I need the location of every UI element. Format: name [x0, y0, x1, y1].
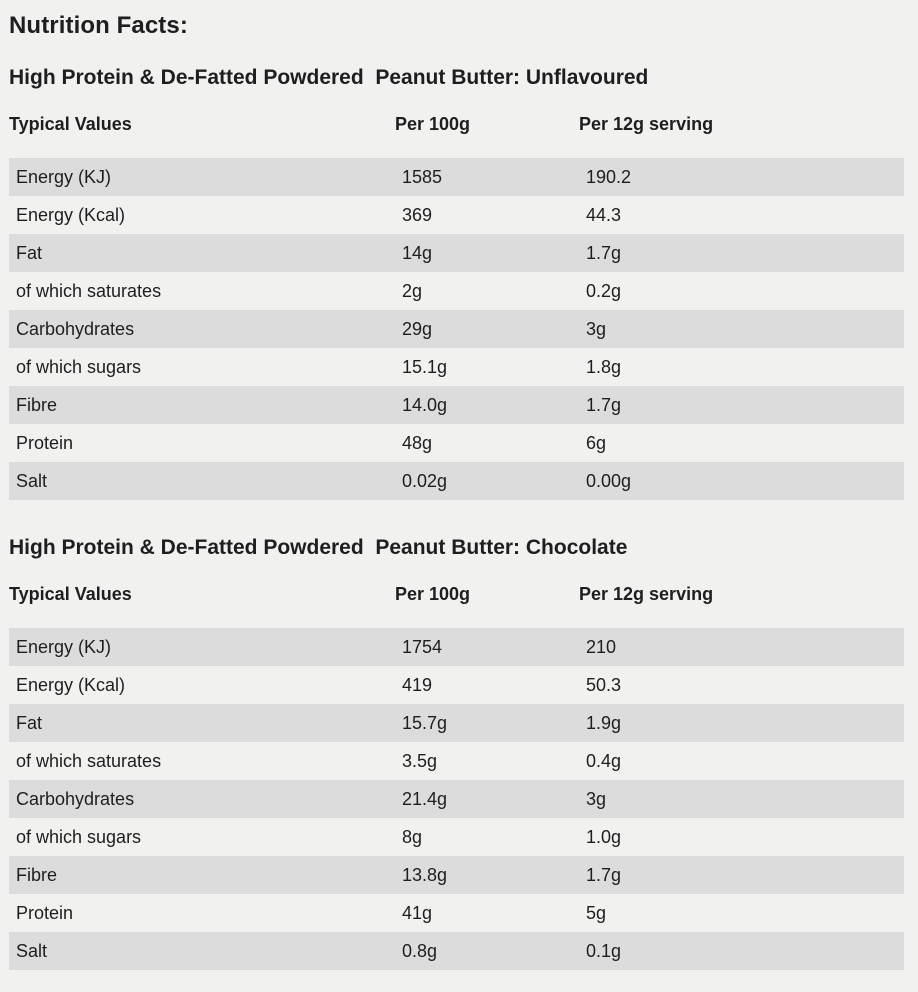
row-label: Energy (KJ) [16, 637, 112, 657]
row-per-serving: 1.0g [586, 827, 622, 847]
section-title: High Protein & De-Fatted Powdered Peanut Butter: Chocolate [9, 536, 628, 559]
table-row [9, 780, 904, 818]
row-label: Fat [16, 243, 43, 263]
row-label: Energy (Kcal) [16, 205, 126, 225]
row-label: Carbohydrates [16, 319, 135, 339]
row-label: Carbohydrates [16, 789, 135, 809]
row-per-serving: 1.7g [586, 395, 622, 415]
table-row [9, 196, 904, 234]
row-per-100g: 41g [402, 903, 433, 923]
row-per-serving: 1.8g [586, 357, 622, 377]
table-row [9, 894, 904, 932]
row-label: Salt [16, 941, 48, 961]
table-row [9, 704, 904, 742]
table-row [9, 310, 904, 348]
row-per-serving: 1.9g [586, 713, 622, 733]
row-per-100g: 29g [402, 319, 433, 339]
table-row [9, 818, 904, 856]
table-row [9, 742, 904, 780]
row-per-serving: 50.3 [586, 675, 622, 695]
row-label: Energy (Kcal) [16, 675, 126, 695]
header-typical-values: Typical Values [9, 114, 132, 134]
row-per-100g: 14g [402, 243, 433, 263]
row-per-serving: 190.2 [586, 167, 632, 187]
row-per-100g: 48g [402, 433, 433, 453]
row-per-serving: 3g [586, 319, 607, 339]
nutrition-table [9, 158, 904, 500]
row-per-serving: 210 [586, 637, 617, 657]
table-row [9, 666, 904, 704]
table-row [9, 272, 904, 310]
row-per-serving: 0.2g [586, 281, 622, 301]
row-per-serving: 44.3 [586, 205, 622, 225]
row-per-100g: 0.02g [402, 471, 448, 491]
header-typical-values: Typical Values [9, 584, 132, 604]
row-per-100g: 0.8g [402, 941, 438, 961]
row-per-100g: 419 [402, 675, 433, 695]
page-title: Nutrition Facts: [9, 12, 188, 39]
row-per-100g: 1585 [402, 167, 443, 187]
table-row [9, 628, 904, 666]
row-label: of which sugars [16, 357, 142, 377]
row-per-100g: 2g [402, 281, 423, 301]
row-per-100g: 8g [402, 827, 423, 847]
table-row [9, 234, 904, 272]
row-per-serving: 0.00g [586, 471, 632, 491]
row-per-100g: 15.7g [402, 713, 448, 733]
section-title: High Protein & De-Fatted Powdered Peanut Butter: Unflavoured [9, 66, 649, 89]
header-per-serving: Per 12g serving [579, 114, 714, 134]
row-per-serving: 0.1g [586, 941, 622, 961]
row-per-serving: 6g [586, 433, 607, 453]
row-label: Energy (KJ) [16, 167, 112, 187]
header-per-100g: Per 100g [395, 584, 471, 604]
table-row [9, 856, 904, 894]
row-per-serving: 1.7g [586, 865, 622, 885]
row-label: Salt [16, 471, 48, 491]
row-per-serving: 0.4g [586, 751, 622, 771]
row-label: of which sugars [16, 827, 142, 847]
row-label: of which saturates [16, 751, 162, 771]
table-row [9, 424, 904, 462]
row-per-100g: 15.1g [402, 357, 448, 377]
row-per-100g: 13.8g [402, 865, 448, 885]
table-row [9, 158, 904, 196]
row-per-serving: 3g [586, 789, 607, 809]
header-per-serving: Per 12g serving [579, 584, 714, 604]
row-per-100g: 14.0g [402, 395, 448, 415]
table-header-row [0, 584, 918, 608]
row-per-serving: 5g [586, 903, 607, 923]
table-row [9, 348, 904, 386]
table-row [9, 386, 904, 424]
row-per-100g: 21.4g [402, 789, 448, 809]
row-label: Fat [16, 713, 43, 733]
row-per-100g: 3.5g [402, 751, 438, 771]
row-label: Fibre [16, 865, 58, 885]
nutrition-table [9, 628, 904, 970]
row-per-100g: 369 [402, 205, 433, 225]
row-label: Protein [16, 433, 74, 453]
table-header-row [0, 114, 918, 138]
table-row [9, 462, 904, 500]
table-row [9, 932, 904, 970]
row-per-serving: 1.7g [586, 243, 622, 263]
row-per-100g: 1754 [402, 637, 443, 657]
header-per-100g: Per 100g [395, 114, 471, 134]
row-label: Fibre [16, 395, 58, 415]
row-label: Protein [16, 903, 74, 923]
row-label: of which saturates [16, 281, 162, 301]
